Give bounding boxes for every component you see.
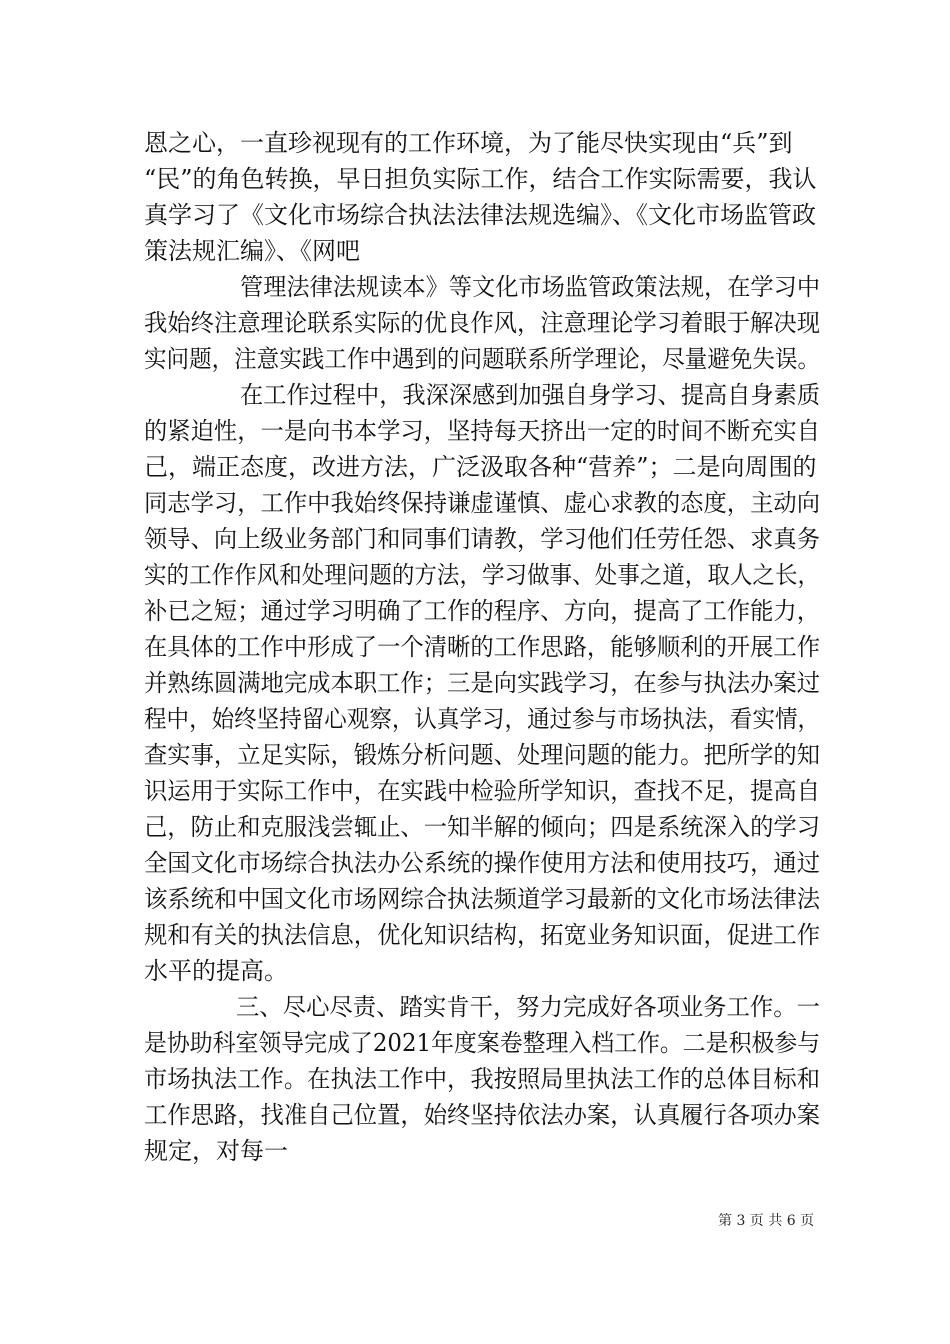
- text-line: 查实事，立足实际，锻炼分析问题、处理问题的能力。把所学的知: [144, 741, 821, 769]
- text-line: 是协助科室领导完成了2021年度案卷整理入档工作。二是积极参与: [144, 1029, 821, 1057]
- text-line: 己，防止和克服浅尝辄止、一知半解的倾向；四是系统深入的学习: [144, 813, 821, 841]
- text-line: 水平的提高。: [144, 957, 288, 985]
- text-line: 在工作过程中，我深深感到加强自身学习、提高自身素质: [240, 381, 821, 409]
- text-line: 实的工作作风和处理问题的方法，学习做事、处事之道，取人之长，: [144, 561, 821, 589]
- text-line: “民”的角色转换，早日担负实际工作，结合工作实际需要，我认: [144, 165, 817, 193]
- text-line: 己，端正态度，改进方法，广泛汲取各种“营养”；二是向周围的: [144, 453, 817, 481]
- text-line: 真学习了《文化市场综合执法法律法规选编》、《文化市场监管政: [144, 201, 816, 229]
- text-line: 我始终注意理论联系实际的优良作风，注意理论学习着眼于解决现: [144, 309, 821, 337]
- text-line: 策法规汇编》、《网吧: [144, 237, 360, 265]
- text-line: 补已之短；通过学习明确了工作的程序、方向，提高了工作能力，: [144, 597, 821, 625]
- text-line: 全国文化市场综合执法办公系统的操作使用方法和使用技巧，通过: [144, 849, 821, 877]
- text-line: 恩之心，一直珍视现有的工作环境，为了能尽快实现由“兵”到: [144, 129, 793, 157]
- text-line: 并熟练圆满地完成本职工作；三是向实践学习，在参与执法办案过: [144, 669, 821, 697]
- text-line: 实问题，注意实践工作中遇到的问题联系所学理论，尽量避免失误。: [144, 345, 821, 373]
- text-line: 工作思路，找准自己位置，始终坚持依法办案，认真履行各项办案: [144, 1101, 821, 1129]
- text-line: 在具体的工作中形成了一个清晰的工作思路，能够顺利的开展工作: [144, 633, 821, 661]
- text-line: 管理法律法规读本》等文化市场监管政策法规，在学习中: [240, 273, 821, 301]
- text-line: 市场执法工作。在执法工作中，我按照局里执法工作的总体目标和: [144, 1065, 821, 1093]
- text-line: 规和有关的执法信息，优化知识结构，拓宽业务知识面，促进工作: [144, 921, 821, 949]
- text-line: 三、尽心尽责、踏实肯干，努力完成好各项业务工作。一: [236, 993, 820, 1021]
- text-line: 程中，始终坚持留心观察，认真学习，通过参与市场执法，看实情，: [144, 705, 821, 733]
- text-line: 同志学习，工作中我始终保持谦虚谨慎、虚心求教的态度，主动向: [144, 489, 821, 517]
- text-line: 识运用于实际工作中，在实践中检验所学知识，查找不足，提高自: [144, 777, 821, 805]
- text-line: 领导、向上级业务部门和同事们请教，学习他们任劳任怨、求真务: [144, 525, 821, 553]
- page-number: 第 3 页 共 6 页: [718, 1213, 815, 1229]
- text-line: 的紧迫性，一是向书本学习，坚持每天挤出一定的时间不断充实自: [144, 417, 821, 445]
- text-line: 规定，对每一: [144, 1137, 288, 1165]
- text-line: 该系统和中国文化市场网综合执法频道学习最新的文化市场法律法: [144, 885, 821, 913]
